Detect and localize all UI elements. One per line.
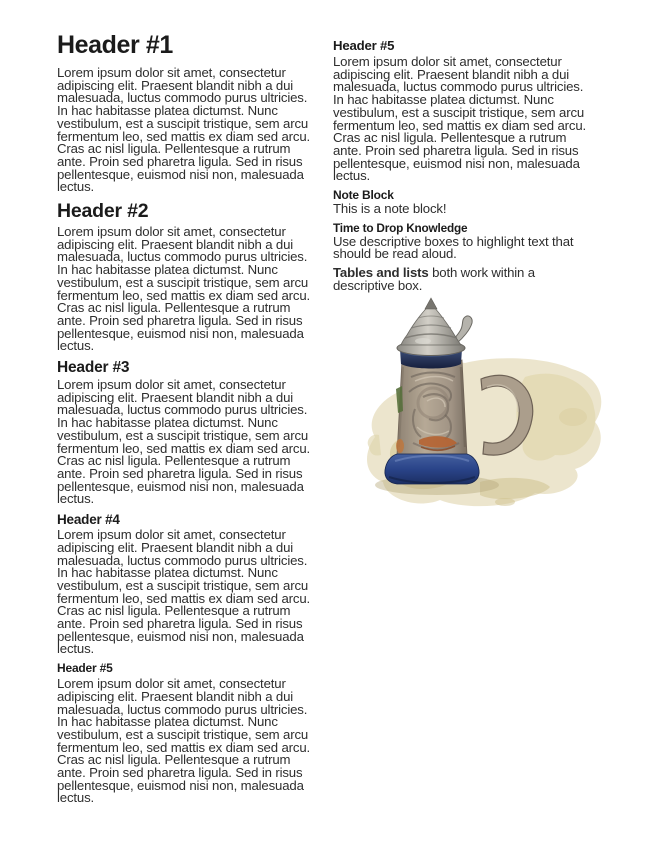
note-block-title: Note Block <box>333 188 394 203</box>
stein-body <box>396 360 467 461</box>
knowledge-title: Time to Drop Knowledge <box>333 220 468 235</box>
paragraph: Lorem ipsum dolor sit amet, consectetur adipiscing elit. Praesent blandit nibh a dui malesuada, luctus commodo purus ultricies. In hac habitasse platea dictumst. Nunc vestibulum, est a suscipit tristique, sem arcu fermentum leo, sed mattis ex diam sed arcu. Cras ac nisl ligula. Pellentesque a rutrum ante. Proin sed pharetra ligula. Sed in risus pellentesque, euismod nisi non, malesuada lectus. <box>57 65 311 195</box>
bold-lead: Tables and lists <box>333 265 429 281</box>
section-header-3 <box>57 359 319 506</box>
section-header-5 <box>57 662 319 805</box>
paragraph: Lorem ipsum dolor sit amet, consectetur adipiscing elit. Praesent blandit nibh a dui malesuada, luctus commodo purus ultricies. In hac habitasse platea dictumst. Nunc vestibulum, est a suscipit tristique, sem arcu fermentum leo, sed mattis ex diam sed arcu. Cras ac nisl ligula. Pellentesque a rutrum ante. Proin sed pharetra ligula. Sed in risus pellentesque, euismod nisi non, malesuada lectus. <box>57 377 311 507</box>
bold-lead-trailing-text: both work within a descriptive box. <box>333 265 535 293</box>
paragraph: Lorem ipsum dolor sit amet, consectetur adipiscing elit. Praesent blandit nibh a dui malesuada, luctus commodo purus ultricies. In hac habitasse platea dictumst. Nunc vestibulum, est a suscipit tristique, sem arcu fermentum leo, sed mattis ex diam sed arcu. Cras ac nisl ligula. Pellentesque a rutrum ante. Proin sed pharetra ligula. Sed in risus pellentesque, euismod nisi non, malesuada lectus. <box>57 224 311 354</box>
heading-2: Header #2 <box>57 200 149 223</box>
beer-stein-image <box>345 297 633 517</box>
heading-3: Header #3 <box>57 359 130 377</box>
heading-4: Header #4 <box>57 512 120 528</box>
paragraph: Lorem ipsum dolor sit amet, consectetur adipiscing elit. Praesent blandit nibh a dui malesuada, luctus commodo purus ultricies. In hac habitasse platea dictumst. Nunc vestibulum, est a suscipit tristique, sem arcu fermentum leo, sed mattis ex diam sed arcu. Cras ac nisl ligula. Pellentesque a rutrum ante. Proin sed pharetra ligula. Sed in risus pellentesque, euismod nisi non, malesuada lectus. <box>57 676 311 806</box>
section-header-4 <box>57 512 319 656</box>
heading-1: Header #1 <box>57 31 173 59</box>
beer-stein-illustration <box>345 297 633 517</box>
knowledge-paragraph-2 <box>333 267 593 292</box>
stein-lid <box>397 298 465 356</box>
note-block-text: This is a note block! <box>333 201 447 217</box>
heading-5-right: Header #5 <box>333 38 395 53</box>
left-column <box>57 31 319 811</box>
heading-5: Header #5 <box>57 661 113 676</box>
section-header-1 <box>57 31 319 194</box>
knowledge-block <box>333 222 593 293</box>
note-block <box>333 189 593 216</box>
stein-base <box>385 454 479 484</box>
right-column <box>333 38 593 299</box>
section-header-2 <box>57 200 319 353</box>
knowledge-paragraph: Use descriptive boxes to highlight text that should be read aloud. <box>333 233 574 262</box>
paragraph: Lorem ipsum dolor sit amet, consectetur adipiscing elit. Praesent blandit nibh a dui malesuada, luctus commodo purus ultricies. In hac habitasse platea dictumst. Nunc vestibulum, est a suscipit tristique, sem arcu fermentum leo, sed mattis ex diam sed arcu. Cras ac nisl ligula. Pellentesque a rutrum ante. Proin sed pharetra ligula. Sed in risus pellentesque, euismod nisi non, malesuada lectus. <box>57 527 311 657</box>
section-header-5-right <box>333 38 593 183</box>
paragraph: Lorem ipsum dolor sit amet, consectetur adipiscing elit. Praesent blandit nibh a dui malesuada, luctus commodo purus ultricies. In hac habitasse platea dictumst. Nunc vestibulum, est a suscipit tristique, sem arcu fermentum leo, sed mattis ex diam sed arcu. Cras ac nisl ligula. Pellentesque a rutrum ante. Proin sed pharetra ligula. Sed in risus pellentesque, euismod nisi non, malesuada lectus. <box>333 54 587 184</box>
